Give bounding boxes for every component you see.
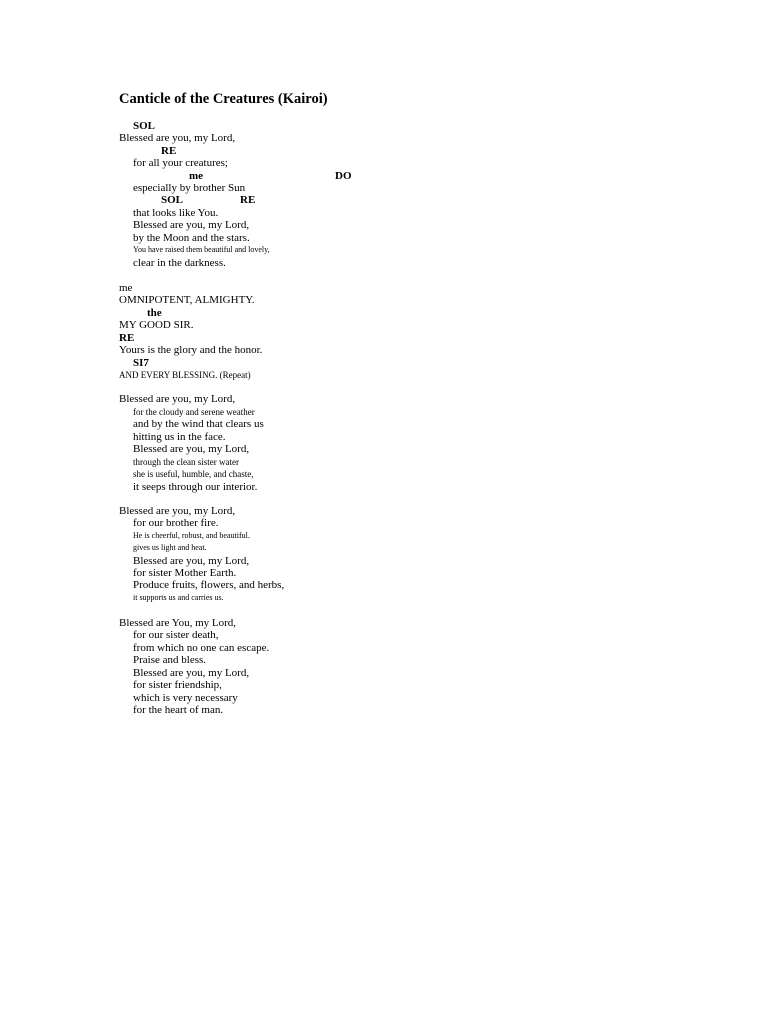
lyric-line: it seeps through our interior. — [133, 481, 258, 493]
lyric-line: for all your creatures; — [133, 157, 228, 169]
lyric-line: Praise and bless. — [133, 654, 207, 666]
lyric-line: from which no one can escape. — [133, 642, 270, 654]
lyric-line: Blessed are you, my Lord, — [133, 667, 250, 679]
chord-label: SOL — [133, 120, 156, 132]
lyric-line: for the cloudy and serene weather — [133, 407, 255, 417]
chord-label: RE — [161, 145, 177, 157]
chord-label: RE — [119, 332, 135, 344]
chord-label: DO — [335, 170, 352, 182]
chord-label: the — [147, 307, 162, 319]
lyric-line: MY GOOD SIR. — [119, 319, 194, 331]
lyric-line: Blessed are you, my Lord, — [133, 443, 250, 455]
lyric-line: Produce fruits, flowers, and herbs, — [133, 579, 285, 591]
lyric-line: Blessed are you, my Lord, — [133, 555, 250, 567]
lyric-line: for the heart of man. — [133, 704, 224, 716]
lyric-line: Blessed are you, my Lord, — [119, 132, 236, 144]
lyric-line: it supports us and carries us. — [133, 593, 224, 602]
lyric-line: through the clean sister water — [133, 457, 239, 467]
lyric-line: gives us light and heat. — [133, 543, 207, 552]
lyric-line: Blessed are you, my Lord, — [119, 393, 236, 405]
lyric-line: for sister friendship, — [133, 679, 222, 691]
lyric-line: clear in the darkness. — [133, 257, 226, 269]
chord-label: me — [189, 170, 204, 182]
lyric-line: for sister Mother Earth. — [133, 567, 237, 579]
lyric-line: especially by brother Sun — [133, 182, 246, 194]
lyric-line: she is useful, humble, and chaste, — [133, 469, 254, 479]
lyric-line: me — [119, 282, 133, 294]
lyric-line: Yours is the glory and the honor. — [119, 344, 263, 356]
page-title: Canticle of the Creatures (Kairoi) — [119, 91, 328, 107]
lyric-line: which is very necessary — [133, 692, 238, 704]
chord-label: SOL — [161, 194, 184, 206]
chord-label: RE — [240, 194, 256, 206]
lyric-line: hitting us in the face. — [133, 431, 226, 443]
lyric-line: by the Moon and the stars. — [133, 232, 250, 244]
lyric-line: and by the wind that clears us — [133, 418, 264, 430]
chord-label: SI7 — [133, 357, 149, 369]
lyric-line: You have raised them beautiful and lovely, — [133, 245, 270, 254]
lyric-line: for our brother fire. — [133, 517, 219, 529]
lyric-line: Blessed are you, my Lord, — [133, 219, 250, 231]
lyric-line: OMNIPOTENT, ALMIGHTY. — [119, 294, 255, 306]
lyric-line: Blessed are You, my Lord, — [119, 617, 237, 629]
lyric-line: that looks like You. — [133, 207, 219, 219]
lyric-line: Blessed are you, my Lord, — [119, 505, 236, 517]
lyric-line: He is cheerful, robust, and beautiful. — [133, 531, 250, 540]
lyric-line: AND EVERY BLESSING. (Repeat) — [119, 370, 251, 380]
lyric-line: for our sister death, — [133, 629, 219, 641]
